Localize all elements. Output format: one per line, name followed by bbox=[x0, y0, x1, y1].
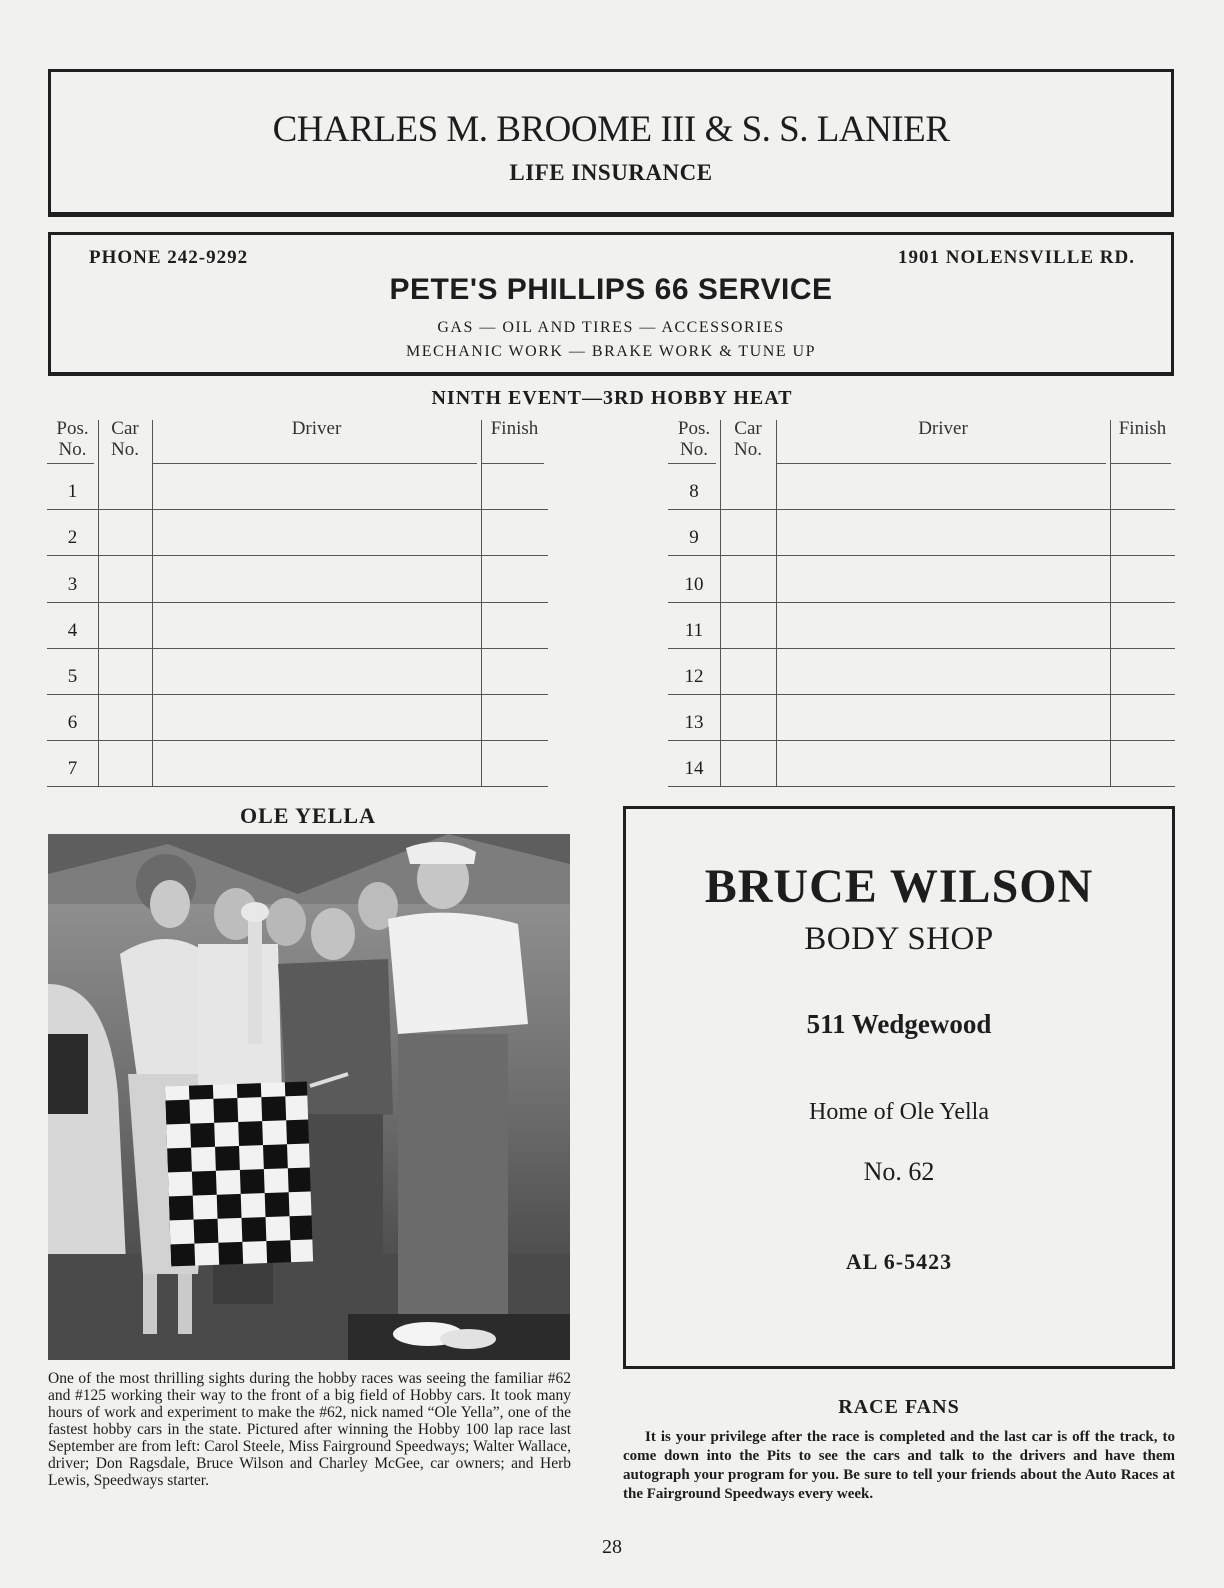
header-no-label: No. bbox=[111, 439, 139, 460]
row-rule bbox=[668, 694, 1175, 695]
photo-title: OLE YELLA bbox=[240, 803, 376, 828]
row-rule bbox=[668, 786, 1175, 787]
ad-phone-number: AL 6-5423 bbox=[845, 1249, 953, 1274]
position-number: 3 bbox=[67, 573, 78, 595]
ad-address: 1901 NOLENSVILLE RD. bbox=[898, 247, 1135, 268]
position-number: 8 bbox=[689, 481, 699, 503]
row-rule bbox=[668, 740, 1175, 741]
column-divider bbox=[98, 420, 99, 786]
row-rule bbox=[47, 786, 548, 787]
row-rule bbox=[47, 602, 548, 603]
race-fans-text: It is your privilege after the race is completed and the last car is off the track, to come down into the Pits to see the cars and talk to the drivers and have them autograph your program for you. Be sure to tell your friends about the Auto Races at the Fairground Speedways every week. bbox=[623, 1429, 1175, 1502]
header-rule bbox=[1110, 463, 1171, 464]
header-pos-label: Pos. bbox=[677, 418, 711, 439]
ole-yella-photo bbox=[48, 834, 570, 1360]
header-no-label: No. bbox=[680, 439, 708, 460]
position-number: 9 bbox=[689, 527, 699, 549]
row-rule bbox=[668, 555, 1175, 556]
column-divider bbox=[776, 420, 777, 786]
petes-phillips-ad bbox=[48, 232, 1174, 376]
column-divider bbox=[1110, 420, 1111, 786]
row-rule bbox=[47, 555, 548, 556]
header-car-no bbox=[98, 418, 152, 460]
event-title: NINTH EVENT—3RD HOBBY HEAT bbox=[431, 387, 793, 409]
ad-street-address: 511 Wedgewood bbox=[806, 1009, 992, 1039]
position-number: 7 bbox=[67, 758, 78, 780]
ad-phone: PHONE 242-9292 bbox=[89, 247, 249, 268]
ad-tagline: Home of Ole Yella bbox=[809, 1099, 989, 1125]
row-rule bbox=[668, 648, 1175, 649]
column-divider bbox=[481, 420, 482, 786]
ad-car-number: No. 62 bbox=[863, 1157, 935, 1186]
header-finish: Finish bbox=[490, 418, 539, 439]
position-number: 4 bbox=[67, 619, 78, 641]
header-rule bbox=[47, 463, 94, 464]
row-rule bbox=[668, 602, 1175, 603]
ad-services-line-2: MECHANIC WORK — BRAKE WORK & TUNE UP bbox=[405, 343, 816, 360]
row-rule bbox=[47, 648, 548, 649]
header-rule bbox=[776, 463, 1106, 464]
position-number: 14 bbox=[684, 758, 704, 780]
position-number: 5 bbox=[67, 666, 78, 687]
row-rule bbox=[47, 694, 548, 695]
position-number: 6 bbox=[67, 712, 78, 734]
header-pos-no bbox=[47, 418, 98, 460]
ad-company-name: CHARLES M. BROOME III & S. S. LANIER bbox=[272, 109, 950, 150]
header-car-label: Car bbox=[734, 418, 762, 439]
header-driver: Driver bbox=[291, 418, 342, 439]
column-divider bbox=[720, 420, 721, 786]
row-rule bbox=[47, 509, 548, 510]
header-rule bbox=[481, 463, 544, 464]
position-number: 2 bbox=[67, 527, 78, 549]
bruce-wilson-ad bbox=[623, 806, 1175, 1369]
race-fans-title: RACE FANS bbox=[838, 1396, 960, 1418]
position-number: 13 bbox=[684, 712, 704, 734]
position-number: 1 bbox=[67, 481, 78, 503]
header-no-label: No. bbox=[58, 439, 87, 460]
header-pos-no bbox=[668, 418, 720, 460]
column-divider bbox=[152, 420, 153, 786]
header-driver: Driver bbox=[918, 418, 968, 439]
header-no-label: No. bbox=[734, 439, 762, 460]
header-car-label: Car bbox=[111, 418, 139, 439]
header-rule bbox=[152, 463, 477, 464]
header-rule bbox=[668, 463, 716, 464]
header-finish: Finish bbox=[1118, 418, 1167, 439]
position-number: 10 bbox=[684, 573, 704, 595]
header-pos-label: Pos. bbox=[56, 418, 89, 439]
broome-lanier-ad bbox=[48, 69, 1174, 217]
position-number: 12 bbox=[684, 666, 704, 687]
row-rule bbox=[668, 509, 1175, 510]
ad-owner-name: BRUCE WILSON bbox=[704, 860, 1094, 913]
ad-service-line: LIFE INSURANCE bbox=[509, 160, 713, 185]
page-number: 28 bbox=[602, 1536, 622, 1558]
ad-business-type: BODY SHOP bbox=[804, 921, 994, 957]
header-car-no bbox=[720, 418, 776, 460]
position-number: 11 bbox=[684, 619, 704, 641]
photo-caption: One of the most thrilling sights during the hobby races was seeing the familiar #62 and #125 working their way to the front of a big field of Hobby cars. It took many hours of work and experiment to make the #62, nick named “Ole Yella”, one of the fastest hobby cars in the state. Pictured after winning the Hobby 100 lap race last September are from left: Carol Steele, Miss Fairground Speedways; Walter Wallace, driver; Don Ragsdale, Bruce Wilson and Charley McGee, car owners; and Herb Lewis, Speedways starter. bbox=[48, 1370, 571, 1489]
victory-lane-photo bbox=[48, 834, 570, 1360]
ad-business-name: PETE'S PHILLIPS 66 SERVICE bbox=[389, 273, 833, 306]
ad-services-line-1: GAS — OIL AND TIRES — ACCESSORIES bbox=[437, 319, 785, 336]
row-rule bbox=[47, 740, 548, 741]
